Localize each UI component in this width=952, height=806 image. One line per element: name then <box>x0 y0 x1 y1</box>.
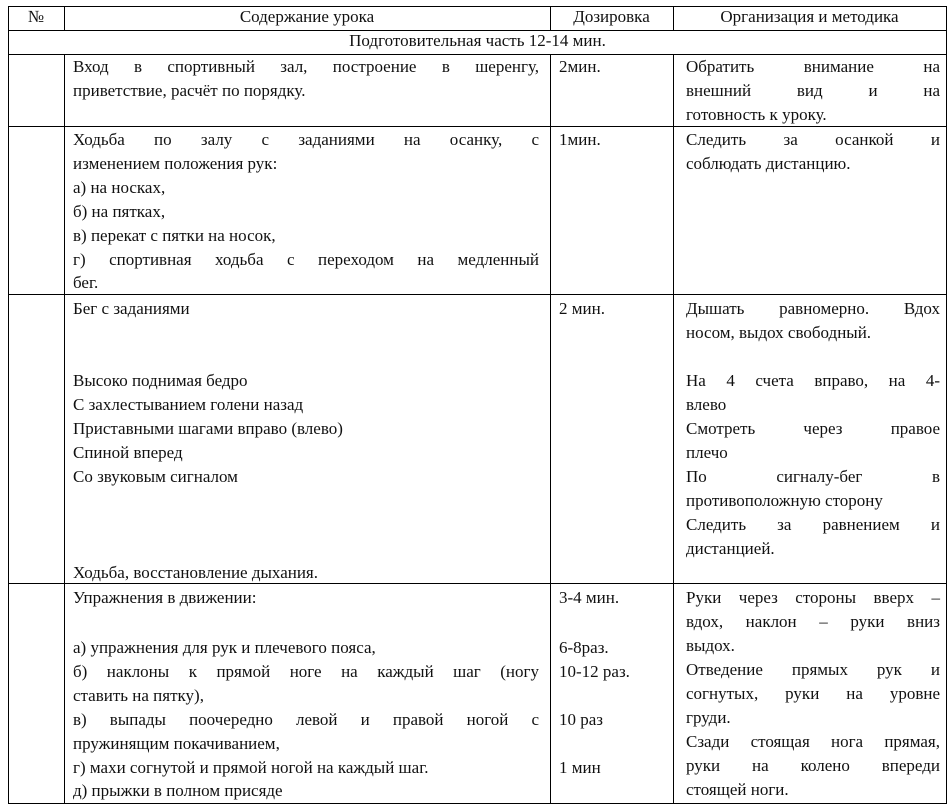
header-method: Организация и методика <box>720 7 899 26</box>
row3-method-line: противоположную сторону <box>686 491 883 510</box>
row4-method-line: Руки через стороны вверх – <box>686 588 940 607</box>
row4-content-line: а) упражнения для рук и плечевого пояса, <box>73 638 376 657</box>
row4-dose: 1 мин <box>559 758 601 777</box>
row4-method-line: груди. <box>686 708 731 727</box>
row3-dose: 2 мин. <box>559 299 605 318</box>
section-title: Подготовительная часть 12-14 мин. <box>349 31 606 50</box>
row1-method-line: готовность к уроку. <box>686 105 827 124</box>
row4-content-line: в) выпады поочередно левой и правой ногой с <box>73 710 539 729</box>
row4-method-line: выдох. <box>686 636 735 655</box>
row1-method-line: Обратить внимание на <box>686 57 940 76</box>
row2-content-line: б) на пятках, <box>73 202 166 221</box>
grid-line <box>64 54 65 804</box>
row3-method-line: носом, выдох свободный. <box>686 323 872 342</box>
row4-content-line: д) прыжки в полном присяде <box>73 781 283 800</box>
row2-content-line: изменением положения рук: <box>73 154 278 173</box>
row4-method-line: Сзади стоящая нога прямая, <box>686 732 940 751</box>
row4-content-line: Упражнения в движении: <box>73 588 257 607</box>
row3-method-line: дистанцией. <box>686 539 775 558</box>
row4-content-line: б) наклоны к прямой ноге на каждый шаг (ногу <box>73 662 539 681</box>
row3-method-line: Следить за равнением и <box>686 515 940 534</box>
header-dose: Дозировка <box>573 7 650 26</box>
row4-content-line: г) махи согнутой и прямой ногой на каждый шаг. <box>73 758 429 777</box>
row4-method-line: Отведение прямых рук и <box>686 660 940 679</box>
header-num: № <box>27 7 45 26</box>
row4-method-line: согнутых, руки на уровне <box>686 684 940 703</box>
row2-content-line: Ходьба по залу с заданиями на осанку, с <box>73 130 539 149</box>
row3-content-line: Со звуковым сигналом <box>73 467 238 486</box>
row1-content-line: Вход в спортивный зал, построение в шеренгу, <box>73 57 539 76</box>
row4-content-line: пружинящим покачиванием, <box>73 734 280 753</box>
row3-method-line: плечо <box>686 443 728 462</box>
row3-method-line: На 4 счета вправо, на 4- <box>686 371 940 390</box>
row3-method-line: влево <box>686 395 727 414</box>
row4-dose: 10-12 раз. <box>559 662 630 681</box>
header-content: Содержание урока <box>239 7 375 26</box>
row2-content-line: г) спортивная ходьба с переходом на медленный <box>73 250 539 269</box>
row1-method-line: внешний вид и на <box>686 81 940 100</box>
row3-content-line: С захлестыванием голени назад <box>73 395 304 414</box>
row4-dose: 3-4 мин. <box>559 588 620 607</box>
row2-content-line: а) на носках, <box>73 178 166 197</box>
row2-content-line: бег. <box>73 273 99 292</box>
row4-dose: 6-8раз. <box>559 638 609 657</box>
grid-line <box>550 54 551 804</box>
row4-content-line: ставить на пятку), <box>73 686 204 705</box>
row3-content-line: Ходьба, восстановление дыхания. <box>73 563 318 582</box>
row3-content-line: Спиной вперед <box>73 443 183 462</box>
row3-content-line: Приставными шагами вправо (влево) <box>73 419 343 438</box>
row2-method-line: Следить за осанкой и <box>686 130 940 149</box>
grid-line <box>673 54 674 804</box>
row3-content-line: Высоко поднимая бедро <box>73 371 248 390</box>
row4-method-line: руки на колено впереди <box>686 756 940 775</box>
row4-method-line: стоящей ноги. <box>686 780 789 799</box>
row3-method-line: Дышать равномерно. Вдох <box>686 299 940 318</box>
row2-content-line: в) перекат с пятки на носок, <box>73 226 276 245</box>
row1-content-line: приветствие, расчёт по порядку. <box>73 81 306 100</box>
row3-content-line: Бег с заданиями <box>73 299 190 318</box>
row2-dose: 1мин. <box>559 130 601 149</box>
grid-line <box>8 294 947 295</box>
row2-method-line: соблюдать дистанцию. <box>686 154 851 173</box>
row1-dose: 2мин. <box>559 57 601 76</box>
row4-dose: 10 раз <box>559 710 604 729</box>
row3-method-line: По сигналу-бег в <box>686 467 940 486</box>
row4-method-line: вдох, наклон – руки вниз <box>686 612 940 631</box>
row3-method-line: Смотреть через правое <box>686 419 940 438</box>
